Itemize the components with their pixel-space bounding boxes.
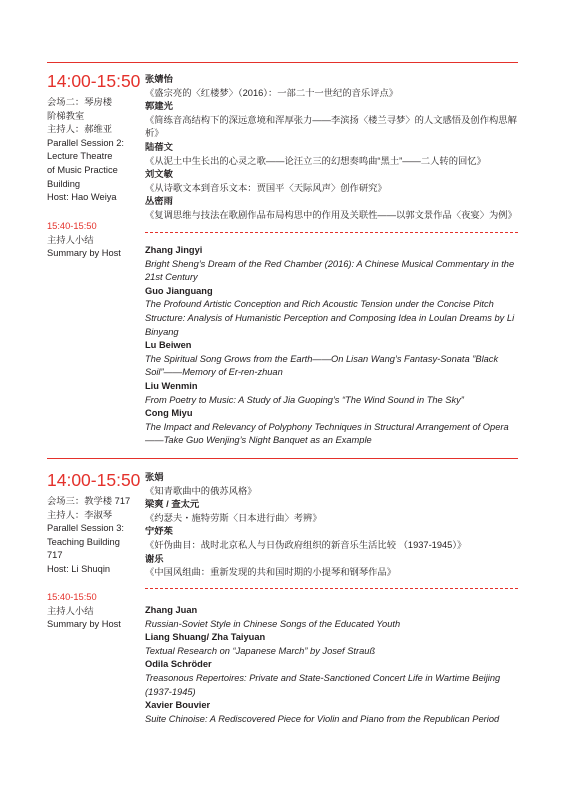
venue-line: Lecture Theatre — [47, 151, 113, 162]
venue-line: 会场二：琴房楼 — [47, 97, 113, 107]
venue-line: Parallel Session 2: — [47, 137, 124, 148]
presenter-name: 丛密雨 — [145, 196, 173, 207]
top-divider — [47, 62, 518, 63]
paper-title: From Poetry to Music: A Study of Jia Guoping’s “The Wind Sound in The Sky” — [145, 394, 464, 405]
presenter-name: 谢乐 — [145, 553, 164, 564]
summary-zh: 主持人小结 — [47, 605, 94, 616]
paper-title: 《从泥土中生长出的心灵之歌——论汪立三的幻想奏鸣曲“黑土”——二人转的回忆》 — [145, 155, 486, 166]
session2-en-list — [145, 244, 520, 448]
paper-title: Bright Sheng’s Dream of the Red Chamber (2016): A Chinese Musical Commentary in the 21st Century — [145, 258, 515, 283]
session3-en-list — [145, 604, 520, 726]
host-line: 主持人：郝维亚 — [47, 124, 113, 135]
summary-en: Summary by Host — [47, 619, 121, 630]
paper-title: Treasonous Repertoires: Private and State-Sanctioned Concert Life in Wartime Beijing (1937-1945) — [145, 672, 501, 697]
presenter-name: Lu Beiwen — [145, 340, 192, 351]
paper-title: The Impact and Relevancy of Polyphony Techniques in Structural Arrangement of Opera ——Take Guo Wenjing’s Night Banquet as an Example — [145, 421, 509, 446]
presenter-name: Xavier Bouvier — [145, 700, 211, 711]
presenter-name: 陆蓓文 — [145, 141, 173, 152]
paper-title: Textual Research on “Japanese March” by Josef Strauß — [145, 645, 376, 656]
presenter-name: Liu Wenmin — [145, 380, 198, 391]
presenter-name: Guo Jianguang — [145, 285, 213, 296]
venue-line: Building — [47, 178, 81, 189]
session2-dashed-divider — [145, 232, 518, 233]
host-line: Host: Hao Weiya — [47, 192, 117, 203]
paper-title: 《约瑟夫・施特劳斯〈日本进行曲〉考辨》 — [145, 512, 322, 523]
paper-title: Suite Chinoise: A Rediscovered Piece for Violin and Piano from the Republican Period — [145, 713, 500, 724]
paper-title: 《中国风组曲：重新发现的共和国时期的小提琴和钢琴作品》 — [145, 567, 397, 578]
session2-time: 14:00-15:50 — [47, 71, 141, 91]
summary-en: Summary by Host — [47, 248, 121, 259]
session2-summary — [47, 220, 142, 261]
presenter-name: Zhang Juan — [145, 605, 198, 615]
host-line: 主持人：李淑琴 — [47, 509, 113, 520]
venue-line: 会场三：教学楼 717 — [47, 496, 131, 506]
session3-zh-list — [145, 471, 520, 580]
presenter-name: Zhang Jingyi — [145, 245, 203, 255]
venue-line: 717 — [47, 550, 63, 561]
session2-zh-list — [145, 73, 520, 223]
venue-line: of Music Practice — [47, 164, 118, 175]
paper-title: 《盛宗亮的〈红楼梦〉（2016）：一部二十一世纪的音乐评点》 — [145, 87, 399, 98]
session3-divider — [47, 458, 518, 459]
host-line: Host: Li Shuqin — [47, 563, 111, 574]
session3-summary — [47, 591, 142, 632]
presenter-name: 张婧怡 — [145, 74, 173, 84]
presenter-name: 张娟 — [145, 472, 164, 482]
paper-title: 《简练音高结构下的深远意境和浑厚张力——李滨扬〈楼兰寻梦〉的人文感悟及创作构思解析》 — [145, 114, 517, 139]
summary-time: 15:40-15:50 — [47, 592, 97, 602]
venue-line: Parallel Session 3: — [47, 523, 124, 534]
paper-title: Russian-Soviet Style in Chinese Songs of the Educated Youth — [145, 618, 401, 629]
presenter-name: Odila Schröder — [145, 659, 212, 670]
paper-title: 《奸伪曲目：战时北京私人与日伪政府组织的新音乐生活比较 （1937-1945）》 — [145, 539, 467, 550]
paper-title: 《复调思维与技法在歌剧作品布局构思中的作用及关联性——以郭文景作品〈夜宴〉为例》 — [145, 209, 517, 220]
summary-zh: 主持人小结 — [47, 234, 94, 245]
paper-title: The Spiritual Song Grows from the Earth——On Lisan Wang’s Fantasy-Sonata ”Black Soil”——Memory of Er-ren-zhuan — [145, 353, 499, 378]
session2-venue — [47, 96, 142, 205]
paper-title: 《从诗歌文本到音乐文本：贾国平〈天际风声〉创作研究》 — [145, 182, 387, 193]
venue-line: Teaching Building — [47, 536, 120, 547]
session3-dashed-divider — [145, 588, 518, 589]
venue-line: 阶梯教室 — [47, 110, 85, 121]
paper-title: 《知青歌曲中的俄苏风格》 — [145, 485, 257, 496]
presenter-name: Cong Miyu — [145, 408, 193, 419]
session3-venue — [47, 495, 142, 577]
session3-time: 14:00-15:50 — [47, 470, 141, 490]
presenter-name: 郭建光 — [145, 101, 173, 112]
presenter-name: Liang Shuang/ Zha Taiyuan — [145, 632, 266, 643]
presenter-name: 宁妤茱 — [145, 526, 173, 537]
summary-time: 15:40-15:50 — [47, 221, 97, 231]
presenter-name: 梁爽 / 查太元 — [145, 499, 200, 510]
paper-title: The Profound Artistic Conception and Rich Acoustic Tension under the Concise Pitch Structure: Analysis of Humanistic Perception and Composing Idea in Loulan Dreams by Li Binyang — [145, 299, 515, 337]
presenter-name: 刘文敏 — [145, 169, 173, 180]
